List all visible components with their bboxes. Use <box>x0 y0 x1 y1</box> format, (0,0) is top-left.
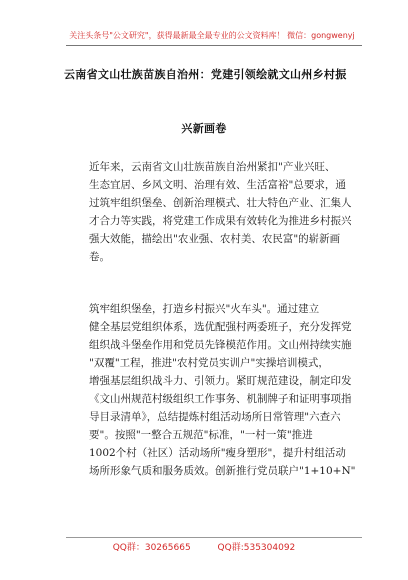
paragraph-line: 才合力等实践，将党建工作成果有效转化为推进乡村振兴 <box>89 215 352 227</box>
paragraph-line: 场所形象气质和服务质效。创新推行党员联户"1+10+N" <box>89 465 356 477</box>
paragraph-line: 《文山州规范村级组织工作事务、机制牌子和证明事项指 <box>89 393 352 405</box>
paragraph-line: 导目录清单》，总结提炼村组活动场所日常管理"六查六 <box>89 411 341 423</box>
paragraph-2 <box>89 300 356 480</box>
paragraph-1 <box>89 158 352 266</box>
paragraph-line: 筑牢组织堡垒，打造乡村振兴"火车头"。通过建立 <box>89 303 320 315</box>
document-title-line-1: 云南省文山壮族苗族自治州：党建引领绘就文山州乡村振 <box>64 68 347 81</box>
paragraph-line: 1002个村（社区）活动场所"瘦身塑形"，提升村组活动 <box>89 447 346 459</box>
document-title-line-2: 兴新画卷 <box>181 122 227 135</box>
paragraph-line: 近年来，云南省文山壮族苗族自治州紧扣"产业兴旺、 <box>89 161 336 173</box>
footer-contact <box>0 540 408 553</box>
footer-qq-group-2: QQ群:535304092 <box>217 543 296 553</box>
paragraph-line: 卷。 <box>89 251 110 263</box>
paragraph-line: 健全基层党组织体系，选优配强村两委班子，充分发挥党 <box>89 321 352 333</box>
paragraph-line: 生态宜居、乡风文明、治理有效、生活富裕"总要求，通 <box>89 179 346 191</box>
paragraph-line: 过筑牢组织堡垒、创新治理模式、壮大特色产业、汇集人 <box>89 197 352 209</box>
header-divider <box>66 45 362 46</box>
footer-qq-group-1: QQ群：30265665 <box>112 543 191 553</box>
footer-divider <box>66 537 362 538</box>
paragraph-line: 增强基层组织战斗力、引领力。紧盯规范建设，制定印发 <box>89 375 352 387</box>
paragraph-line: 强大效能，描绘出"农业强、农村美、农民富"的崭新画 <box>89 233 341 245</box>
header-promo-text: 关注头条号"公文研究"，获得最新最全最专业的公文资料库！ 微信：gongwenyj <box>69 31 355 40</box>
paragraph-line: 组织战斗堡垒作用和党员先锋模范作用。文山州持续实施 <box>89 339 352 351</box>
paragraph-line: 要"。按照"一整合五规范"标准，"一村一策"推进 <box>89 429 313 441</box>
paragraph-line: "双覆"工程，推进"农村党员实训户"实操培训模式， <box>89 357 329 369</box>
